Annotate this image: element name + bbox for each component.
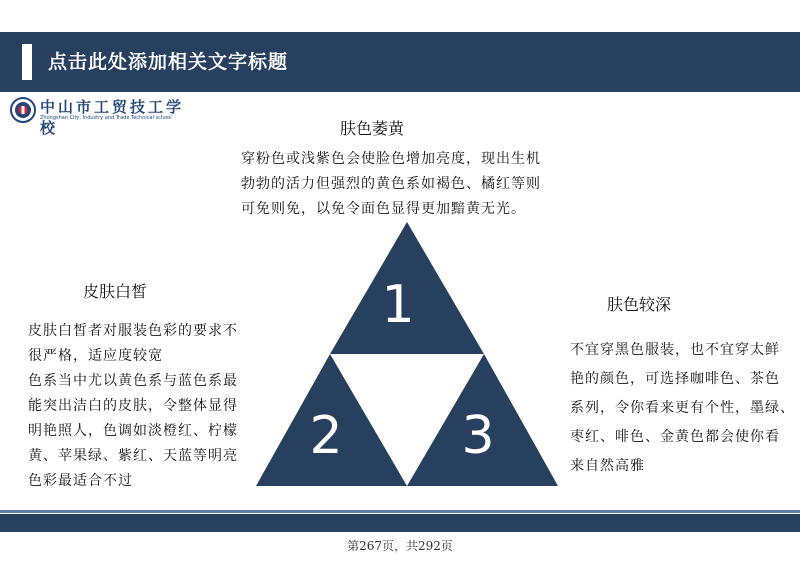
text-line: 枣红、啡色、金黄色都会使你看	[570, 429, 780, 445]
text-line: 来自然高雅	[570, 458, 645, 474]
section-title-sallow[interactable]: 肤色萎黄	[340, 119, 405, 138]
text-line: 黄、苹果绿、紫红、天蓝等明亮	[28, 448, 238, 464]
page-title[interactable]: 点击此处添加相关文字标题	[48, 51, 289, 73]
section-title-dark[interactable]: 肤色较深	[607, 295, 672, 314]
section-text-fair[interactable]	[28, 319, 258, 494]
school-name: 中山市工贸技工学校	[40, 98, 185, 137]
footer-line	[0, 510, 800, 513]
text-line: 能突出洁白的皮肤，令整体显得	[28, 398, 238, 414]
page-number: 第267页，共292页	[347, 539, 453, 553]
triangle-2-label: 2	[309, 406, 343, 466]
footer-bar	[0, 514, 800, 532]
school-logo	[10, 97, 190, 137]
section-text-dark[interactable]	[570, 336, 800, 481]
text-line: 皮肤白皙者对服装色彩的要求不	[28, 323, 238, 339]
text-line: 艳的颜色，可选择咖啡色、茶色	[570, 371, 780, 387]
text-line: 可免则免，以免令面色显得更加黯黄无光。	[241, 201, 526, 217]
text-line: 色彩最适合不过	[28, 473, 133, 489]
text-line: 很严格，适应度较宽	[28, 348, 163, 364]
text-line: 不宜穿黑色服装，也不宜穿太鲜	[570, 342, 780, 358]
triangle-3-label: 3	[461, 406, 495, 466]
text-line: 穿粉色或浅紫色会使脸色增加亮度，现出生机	[241, 151, 541, 167]
section-title-fair[interactable]: 皮肤白皙	[83, 282, 148, 301]
text-line: 色系当中尤以黄色系与蓝色系最	[28, 373, 238, 389]
text-line: 明艳照人，色调如淡橙红、柠檬	[28, 423, 238, 439]
triangle-diagram	[256, 222, 558, 486]
section-text-sallow[interactable]	[241, 147, 581, 222]
text-line: 系列，令你看来更有个性，墨绿、	[570, 400, 795, 416]
triangle-1-label: 1	[381, 275, 415, 335]
school-name-english: Zhongshan City, Industry and Trade Technical school	[40, 115, 172, 121]
school-emblem-icon	[10, 97, 36, 123]
header-accent-block	[22, 44, 32, 80]
text-line: 勃勃的活力但强烈的黄色系如褐色、橘红等则	[241, 176, 541, 192]
